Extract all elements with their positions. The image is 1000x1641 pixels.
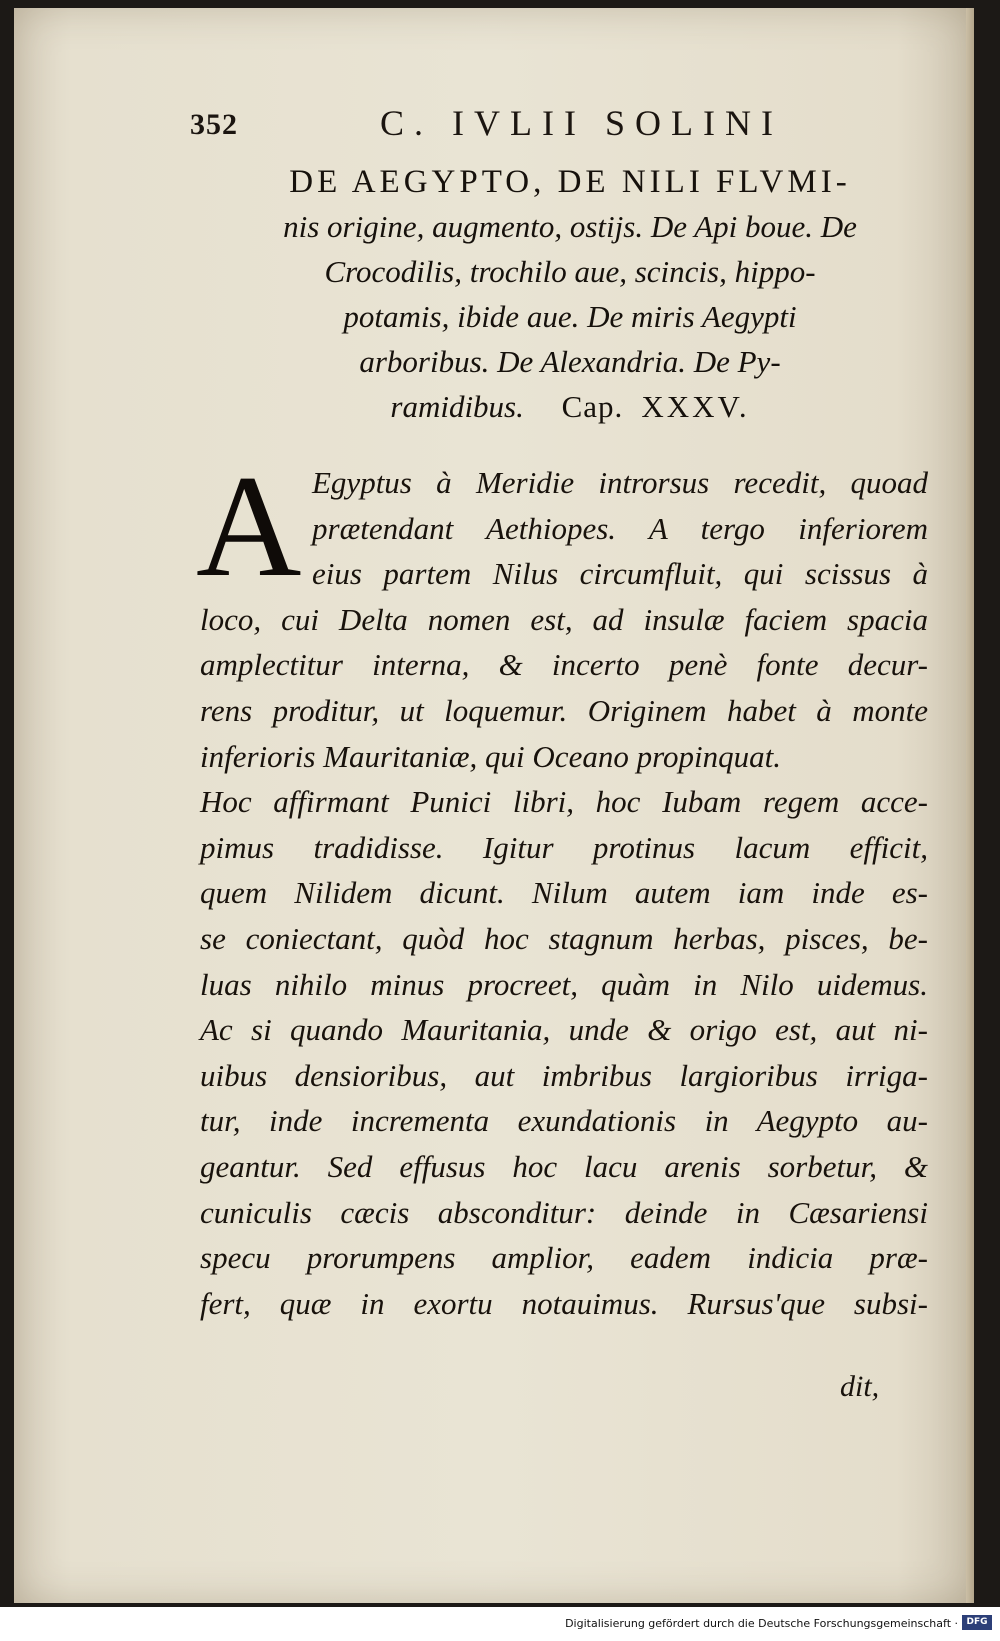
chapter-label: Cap. xyxy=(561,389,624,424)
chapter-heading-line: DE AEGYPTO, DE NILI FLVMI- xyxy=(289,164,851,200)
chapter-heading-line: Crocodilis, trochilo aue, scincis, hippo- xyxy=(324,254,816,289)
text-line: cuniculis cæcis absconditur: deinde in Cæsariensi xyxy=(200,1194,928,1230)
running-title: C. IVLII SOLINI xyxy=(380,103,783,143)
text-line: tur, inde incrementa exundationis in Aegypto au- xyxy=(200,1103,928,1139)
dfg-credit: Digitalisierung gefördert durch die Deutsche Forschungsgemeinschaft · xyxy=(565,1617,958,1630)
chapter-number-group xyxy=(562,389,750,424)
text-line: loco, cui Delta nomen est, ad insulæ faciem spacia xyxy=(200,601,928,637)
text-line: luas nihilo minus procreet, quàm in Nilo uidemus. xyxy=(200,966,928,1002)
chapter-heading-line: ramidibus. xyxy=(390,389,524,424)
text-line: prætendant Aethiopes. A tergo inferiorem xyxy=(312,510,928,546)
text-line: se coniectant, quòd hoc stagnum herbas, pisces, be- xyxy=(200,920,928,956)
text-line: quem Nilidem dicunt. Nilum autem iam inde es- xyxy=(200,875,928,911)
page-edge xyxy=(966,8,974,1603)
drop-cap: A xyxy=(196,445,302,607)
text-line: geantur. Sed effusus hoc lacu arenis sorbetur, & xyxy=(200,1148,928,1184)
text-line: Hoc affirmant Punici libri, hoc Iubam regem acce- xyxy=(200,784,928,820)
text-line: Ac si quando Mauritania, unde & origo est, aut ni- xyxy=(200,1012,928,1048)
text-line: fert, quæ in exortu notauimus. Rursus'que subsi- xyxy=(200,1285,928,1321)
chapter-heading-line: arboribus. De Alexandria. De Py- xyxy=(359,344,781,379)
text-line: inferioris Mauritaniæ, qui Oceano propinquat. xyxy=(200,738,781,774)
body-text xyxy=(200,460,928,1326)
chapter-heading xyxy=(200,160,940,429)
text-line: uibus densioribus, aut imbribus largioribus irriga- xyxy=(200,1057,928,1093)
text-line: amplectitur interna, & incerto penè fonte decur- xyxy=(200,647,928,683)
digitization-footer xyxy=(0,1607,1000,1641)
text-line: rens proditur, ut loquemur. Originem habet à monte xyxy=(200,692,928,728)
text-line: Egyptus à Meridie introrsus recedit, quoad xyxy=(312,465,928,500)
text-line: pimus tradidisse. Igitur protinus lacum efficit, xyxy=(200,829,928,865)
page-number: 352 xyxy=(190,108,238,141)
chapter-number: XXXV. xyxy=(641,389,750,424)
catchword: dit, xyxy=(840,1370,880,1403)
text-line: eius partem Nilus circumfluit, qui scissus à xyxy=(312,556,928,592)
chapter-heading-line: nis origine, augmento, ostijs. De Api boue. De xyxy=(283,209,857,244)
chapter-heading-last-line xyxy=(200,384,940,429)
chapter-heading-line: potamis, ibide aue. De miris Aegypti xyxy=(343,299,797,334)
running-head xyxy=(190,102,910,146)
dfg-logo: DFG xyxy=(962,1615,992,1630)
text-line: specu prorumpens amplior, eadem indicia præ- xyxy=(200,1240,928,1276)
